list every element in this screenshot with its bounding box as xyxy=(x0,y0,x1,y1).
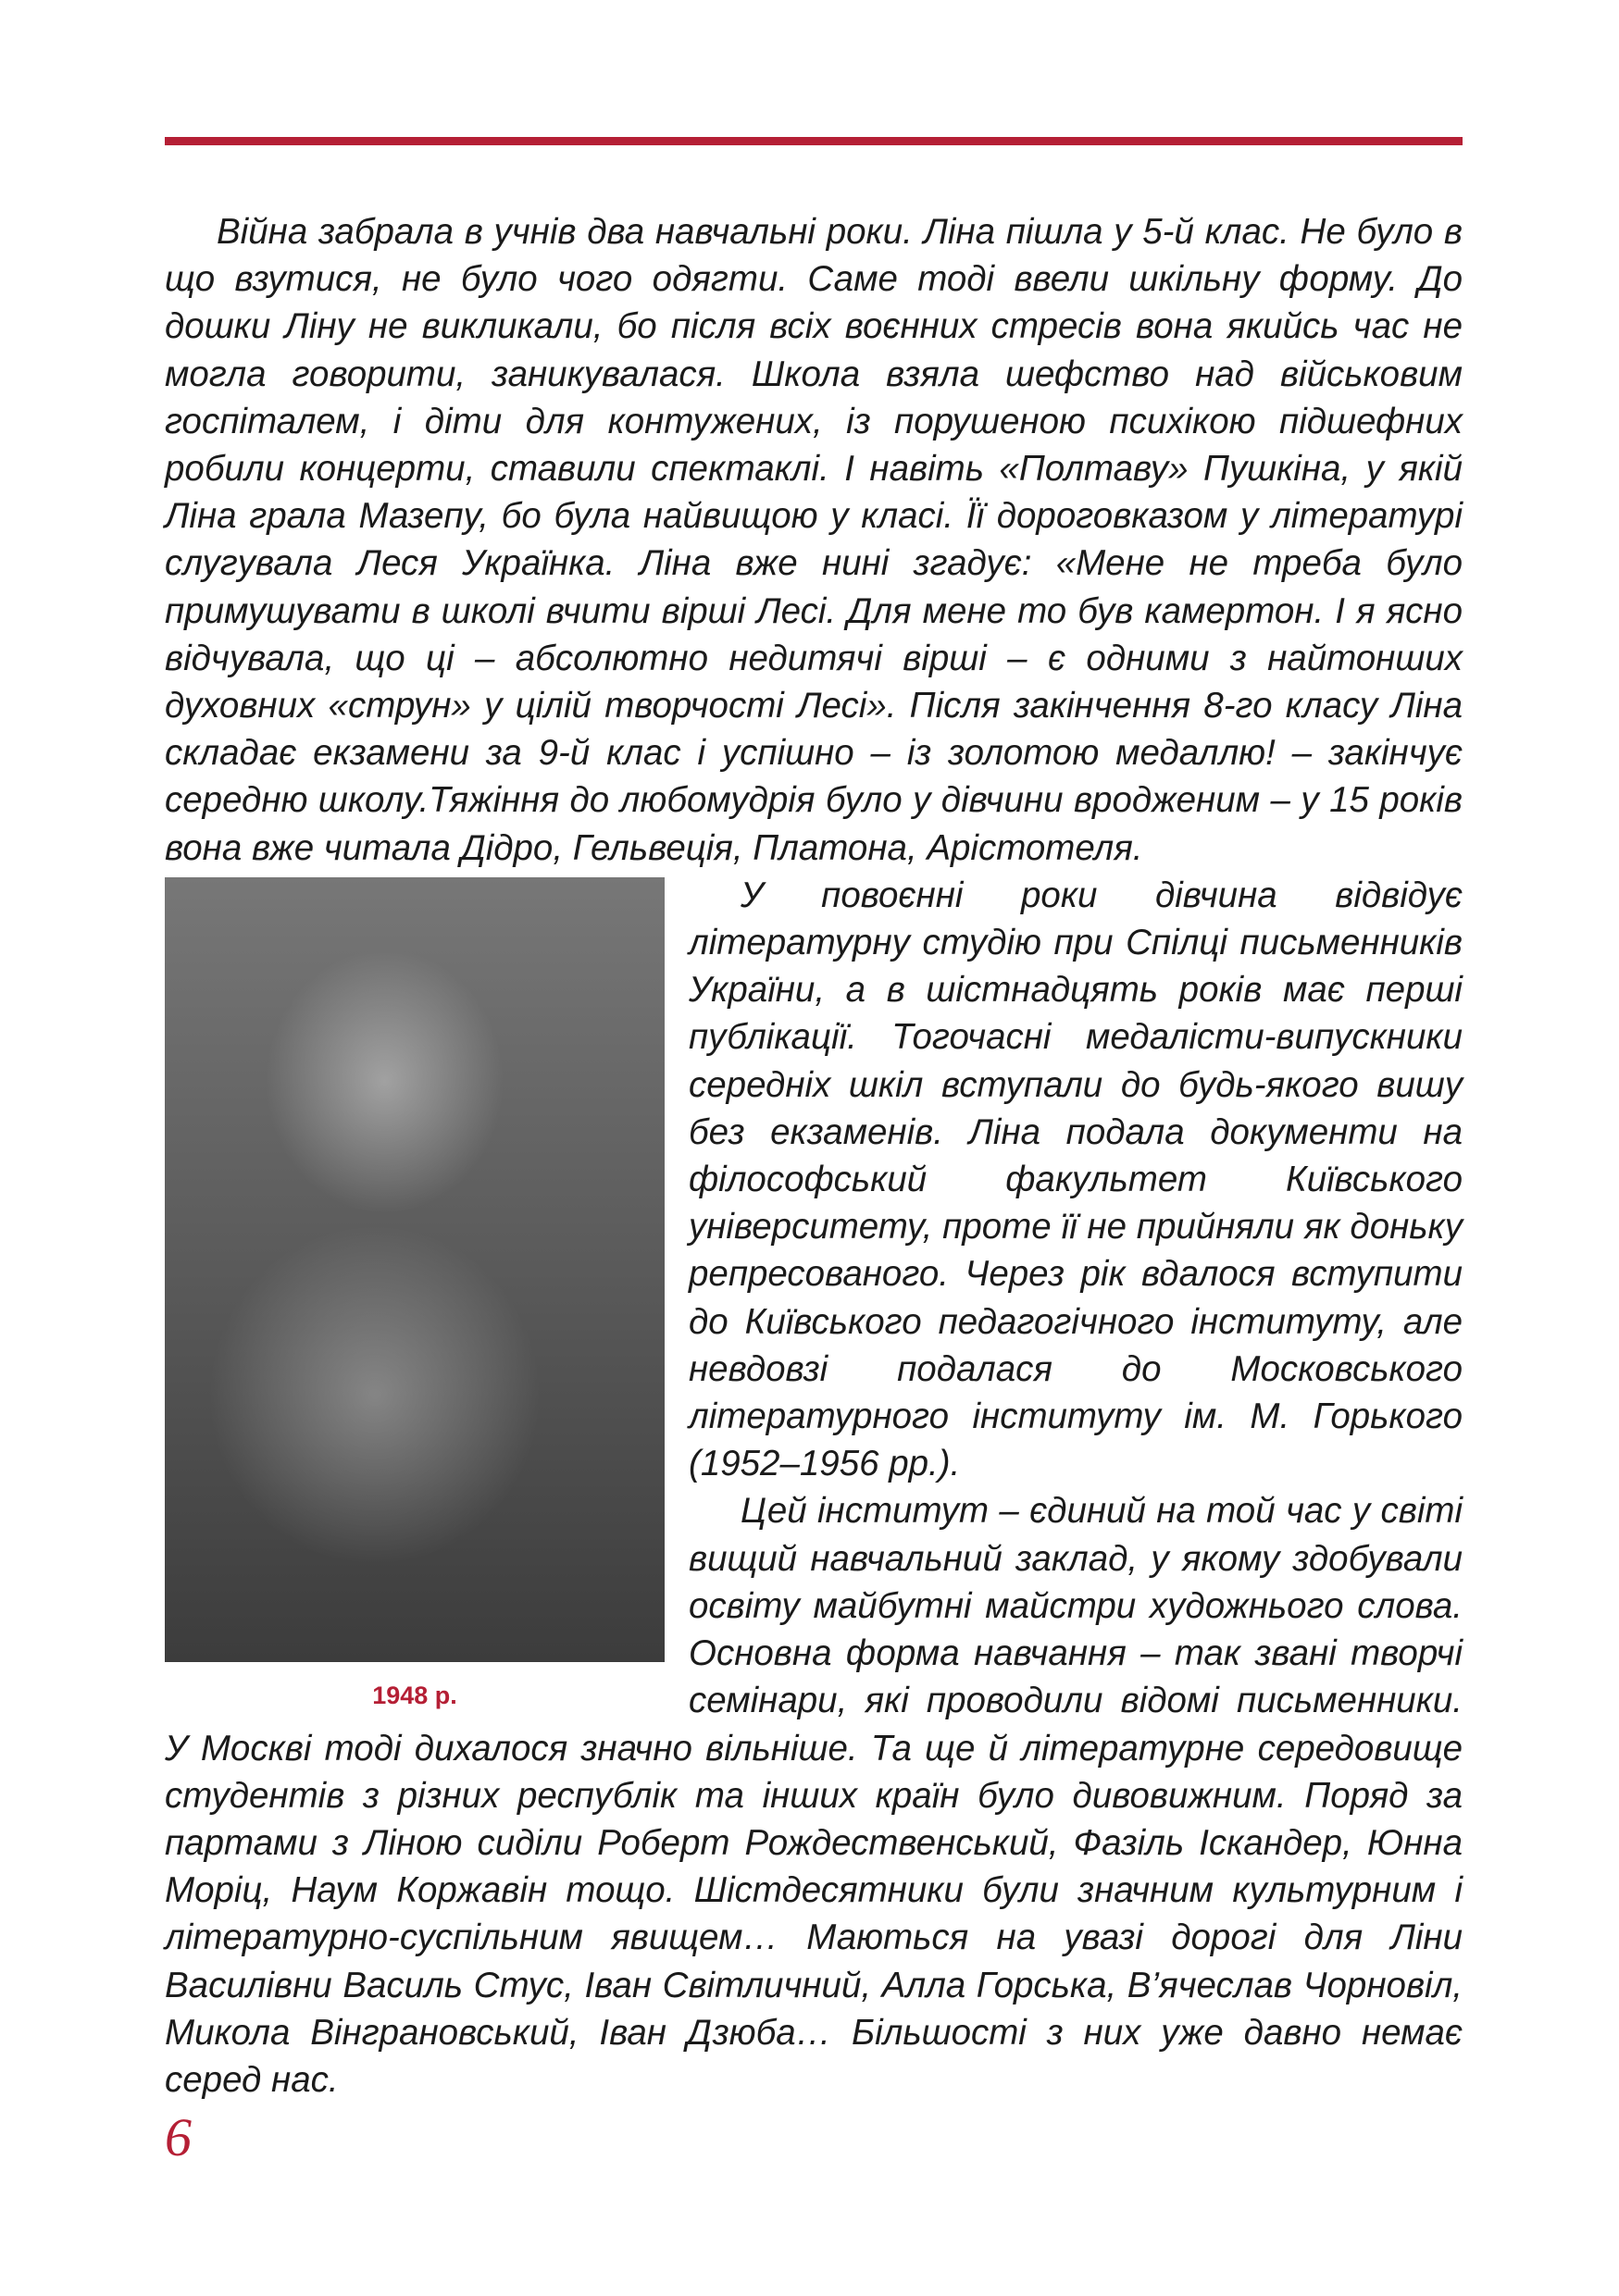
photo-caption: 1948 р. xyxy=(372,1681,457,1709)
portrait-photo xyxy=(165,877,665,1662)
paragraph-2: У повоєнні роки дівчина відвідує літературну студію при Спілці письменників України, а в шістнадцять років має перші публікації. Тогочасні медалісти-випускники середніх шкіл вступали до будь-якого вишу без екзаменів. Ліна подала документи на філософський факультет Київського університету, проте її не прийняли як доньку репресованого. Через рік вдалося вступити до Київського педагогічного інституту, але невдовзі подалася до Московського літературного інституту ім. М. Горького (1952–1956 рр.). xyxy=(689,875,1463,1484)
paragraph-3: Цей інститут – єдиний на той час у світі вищий навчальний заклад, у якому здобували освіту майбутні майстри художнього слова. Основна форма навчання – так звані творчі семінари, які проводили відомі письменники. У Москві тоді дихалося значно вільніше. Та ще й літературне середовище студентів з різних республік та інших країн було дивовижним. Поряд за партами з Ліною сиділи Роберт Рождественський, Фазіль Іскандер, Юнна Моріц, Наум Коржавін тощо. Шістдесятники були значним культурним і літературно-суспільним явищем… Маються на увазі дорогі для Ліни Василівни Василь Стус, Іван Світличний, Алла Горська, В’ячеслав Чорновіл, Микола Вінграновський, Іван Дзюба… Більшості з них уже давно немає серед нас. xyxy=(165,1491,1463,2100)
photo-figure xyxy=(165,877,665,1712)
top-rule xyxy=(165,137,1463,145)
article-text xyxy=(165,208,1463,2104)
paragraph-1: Війна забрала в учнів два навчальні роки. Ліна пішла у 5-й клас. Не було в що взутися, не було чого одягти. Саме тоді ввели шкільну форму. До дошки Ліну не викликали, бо після всіх воєнних стресів вона якийсь час не могла говорити, заникувалася. Школа взяла шефство над військовим госпіталем, і діти для контужених, із порушеною психікою підшефних робили концерти, ставили спектаклі. І навіть «Полтаву» Пушкіна, у якій Ліна грала Мазепу, бо була найвищою у класі. Її дороговказом у літературі слугувала Леся Українка. Ліна вже нині згадує: «Мене не треба було примушувати в школі вчити вірші Лесі. Для мене то був камертон. І я ясно відчувала, що ці – абсолютно недитячі вірші – є одними з найтонших духовних «струн» у цілій творчості Лесі». Після закінчення 8-го класу Ліна складає екзамени за 9-й клас і успішно – із золотою медаллю! – закінчує середню школу.Тяжіння до любомудрія було у дівчини вродженим – у 15 років вона вже читала Дідро, Гельвеція, Платона, Арістотеля. xyxy=(165,212,1463,868)
page-number: 6 xyxy=(165,2107,192,2167)
